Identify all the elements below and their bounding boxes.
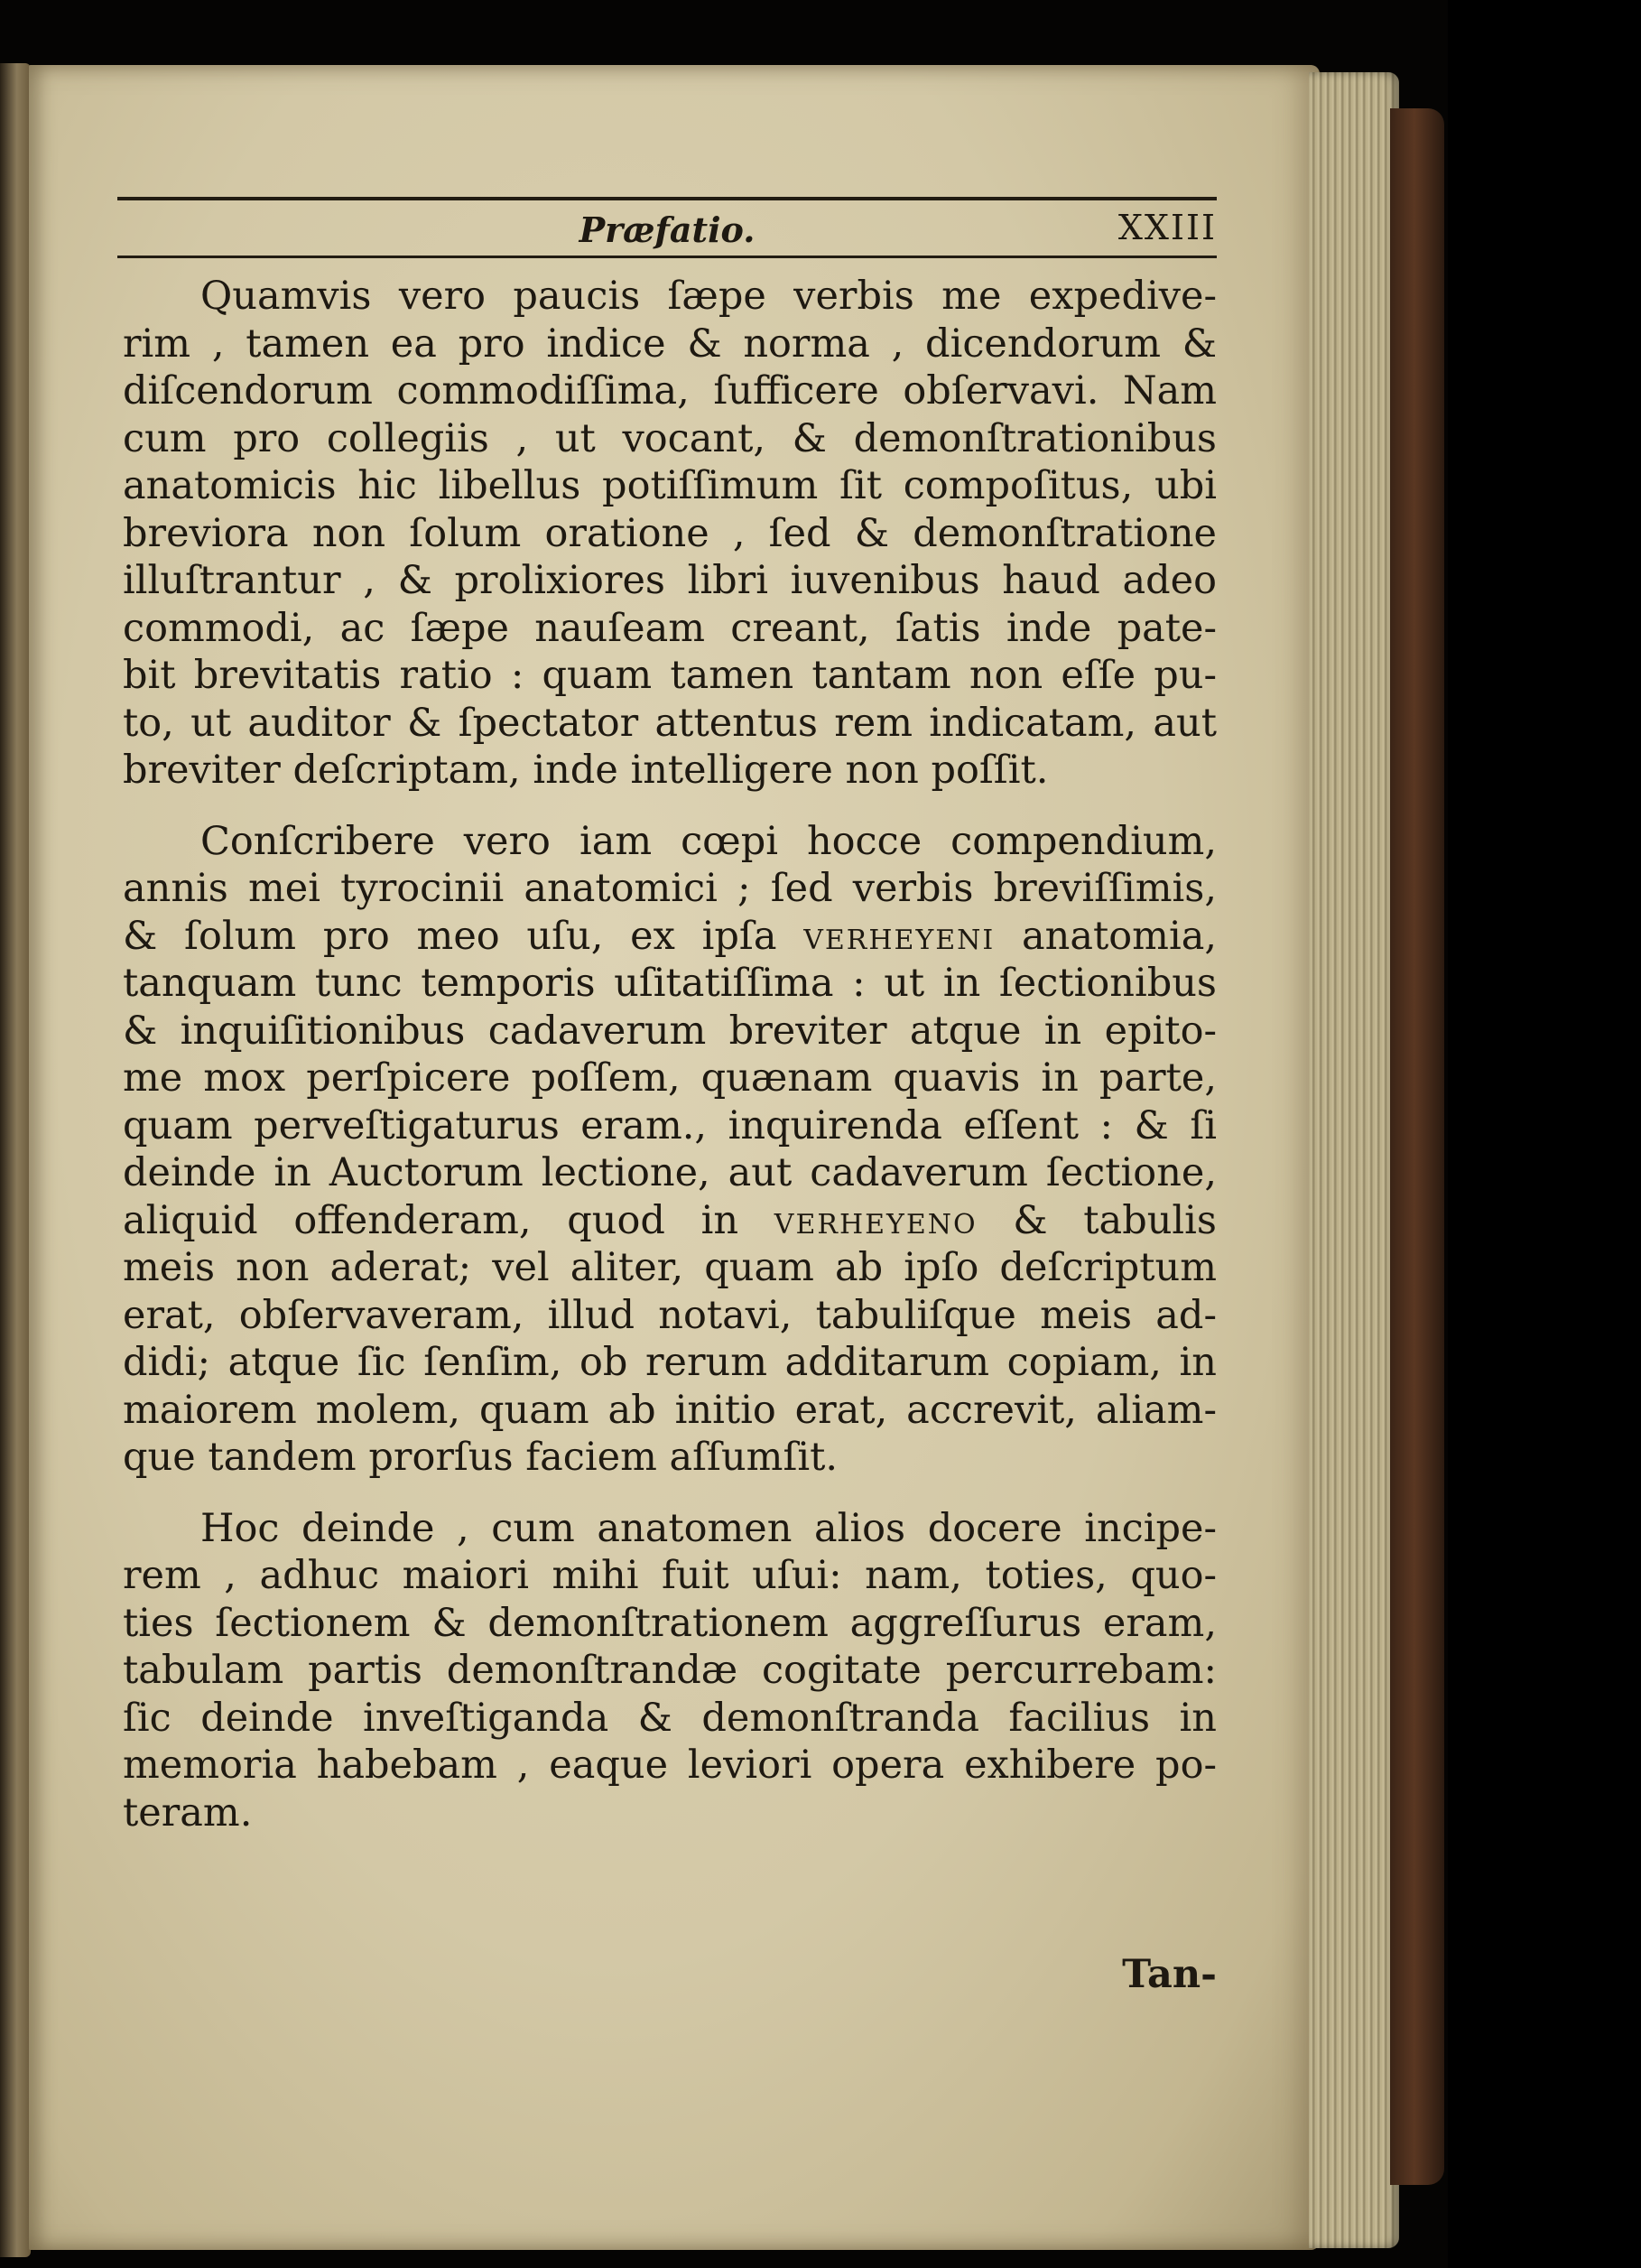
text-line: breviora non ſolum oratione , ſed & demonſtratione (123, 510, 1217, 556)
text-line: meis non aderat; vel aliter, quam ab ipſo deſcriptum (123, 1245, 1217, 1290)
facing-page-edge (0, 63, 31, 2257)
text-line: anatomicis hic libellus potiſſimum ſit compoſitus, ubi (123, 463, 1217, 508)
running-head-title: Præfatio. (579, 209, 756, 250)
text-line: ties ſectionem & demonſtrationem aggreſſurus eram, (123, 1600, 1217, 1646)
text-line: memoria habebam , eaque leviori opera exhibere po- (123, 1743, 1217, 1788)
text-line: cum pro collegiis , ut vocant, & demonſtrationibus (123, 415, 1217, 461)
text-line: quam perveſtigaturus eram., inquirenda eſſent : & ſi (123, 1102, 1217, 1148)
text-line: commodi, ac ſæpe nauſeam creant, ſatis inde pate- (123, 605, 1217, 651)
body-text (123, 273, 1217, 1997)
page-number: XXIII (1117, 208, 1217, 247)
paragraph (123, 1505, 1217, 1837)
author-name: verheyeni (803, 913, 996, 959)
text-line: didi; atque ſic ſenſim, ob rerum additarum copiam, in (123, 1340, 1217, 1385)
author-name: verheyeno (774, 1197, 978, 1243)
text-line: to, ut auditor & ſpectator attentus rem indicatam, aut (123, 700, 1217, 746)
paragraph (123, 818, 1217, 1482)
text-line: tanquam tunc temporis uſitatiſſima : ut in ſectionibus (123, 961, 1217, 1006)
catchword: Tan- (1122, 1952, 1217, 1997)
leather-cover (1390, 108, 1444, 2185)
text-line: annis mei tyrocinii anatomici ; ſed verbis breviſſimis, (123, 866, 1217, 911)
text-line: breviter deſcriptam, inde intelligere non poſſit. (123, 748, 1049, 793)
text-line: & ſolum pro meo uſu, ex ipſa verheyeni anatomia, (123, 913, 1217, 959)
text-line: ſic deinde inveſtiganda & demonſtranda facilius in (123, 1695, 1217, 1741)
paragraph (123, 273, 1217, 795)
text-line: que tandem prorſus faciem aſſumſit. (123, 1435, 839, 1480)
running-head (117, 204, 1217, 255)
header-rule-bottom (117, 256, 1217, 258)
text-line: & inquiſitionibus cadaverum breviter atque in epito- (123, 1008, 1217, 1054)
text-line: rem , adhuc maiori mihi fuit uſui: nam, toties, quo- (123, 1553, 1217, 1598)
text-line: erat, obſervaveram, illud notavi, tabuliſque meis ad- (123, 1292, 1217, 1338)
text-line: maiorem molem, quam ab initio erat, accrevit, aliam- (123, 1387, 1217, 1433)
text-line: rim , tamen ea pro indice & norma , dicendorum & (123, 321, 1217, 367)
header-rule-top (117, 197, 1217, 200)
text-line: diſcendorum commodiſſima, ſufficere obſervavi. Nam (123, 368, 1217, 414)
text-line: tabulam partis demonſtrandæ cogitate percurrebam: (123, 1648, 1217, 1693)
text-line: illuſtrantur , & prolixiores libri iuvenibus haud adeo (123, 558, 1217, 603)
text-line: Conſcribere vero iam cœpi hocce compendium, (200, 818, 1217, 864)
text-line: Hoc deinde , cum anatomen alios docere incipe- (200, 1505, 1217, 1551)
text-line: teram. (123, 1789, 253, 1836)
text-line: aliquid offenderam, quod in verheyeno & tabulis (123, 1197, 1217, 1243)
page-edges (1309, 72, 1399, 2248)
text-line: bit brevitatis ratio : quam tamen tantam non eſſe pu- (123, 653, 1217, 698)
text-line: me mox perſpicere poſſem, quænam quavis in parte, (123, 1055, 1217, 1101)
text-line: deinde in Auctorum lectione, aut cadaverum ſectione, (123, 1150, 1217, 1195)
background-strip (1448, 0, 1641, 2268)
text-line: Quamvis vero paucis ſæpe verbis me expedive- (200, 274, 1217, 319)
